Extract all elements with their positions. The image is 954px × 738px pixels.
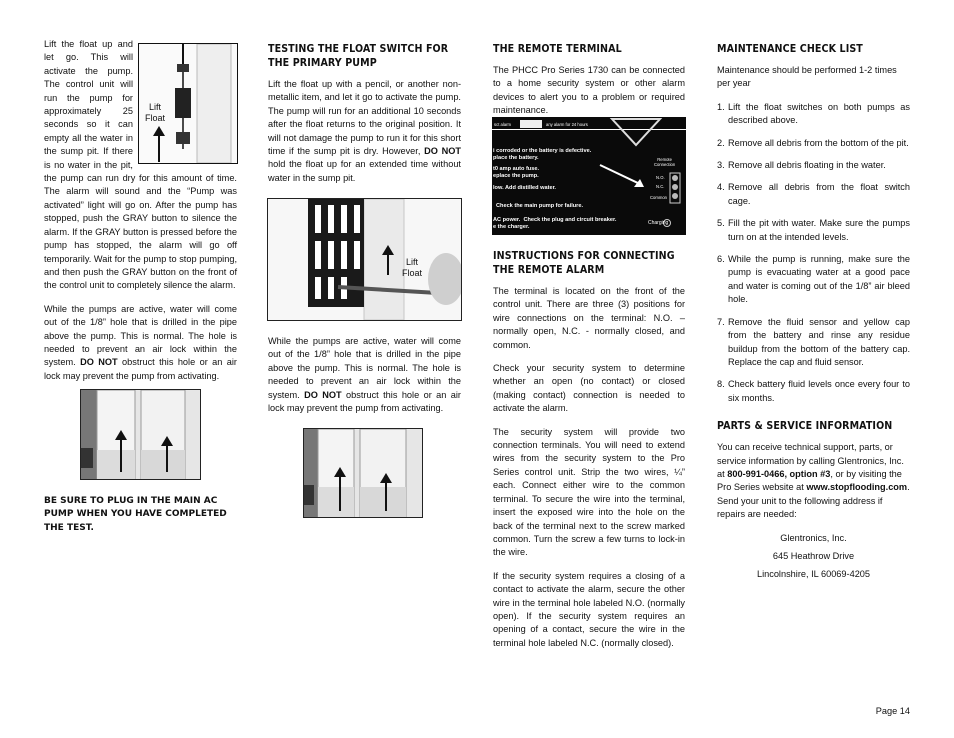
pump-illustration — [81, 390, 200, 479]
panel-row-4: low. Add distilled water. — [493, 185, 556, 191]
remote-terminal-paragraph: The PHCC Pro Series 1730 can be connected to a home security system or other alarm devices to alert you to a problem or required maintenance. — [493, 65, 685, 116]
check-security-paragraph: Check your security system to determine whether an open (no contact) or closed (making contact) connection is needed to activate the alarm. — [493, 363, 685, 414]
list-item: 4. Remove all debris from the float switch cage. — [717, 182, 910, 206]
nc-label: N.C. — [656, 184, 665, 189]
pump-photo-2 — [303, 428, 423, 518]
air-lock-paragraph-2: While the pumps are active, water will come out of the 1/8” hole that is drilled in the pipe above the pump. This is normal. The hole is needed to prevent an air lock within the system. DO NOT obstruct this hole or an air lock may prevent the pump from activating. — [268, 336, 461, 414]
lift-float-paragraph: Lift the float up and let go. This will activate the pump. The control unit will run the pump for approximately 25 seconds so it can empty all the water in the sump pit. If there is no water in the pit, the pump can run dry for this amount of time. The alarm will sound and the “Pump was activated” light will go on. After the pump has stopped, push the GRAY button to silence the alarm. If the GRAY button is pressed before the pump has stopped, the alarm will go off temporarily. Wait for the pump to stop pumping, and then push the GRAY button on the front of the control unit to completely silence the alarm. — [44, 39, 237, 291]
list-item: 1. Lift the float switches on both pumps as described above. — [717, 101, 910, 126]
connecting-remote-alarm-heading: INSTRUCTIONS FOR CONNECTING THE REMOTE ALARM — [493, 250, 675, 276]
lift-float-label-1: Lift Float — [145, 102, 166, 123]
float-photo-2 — [267, 198, 462, 321]
testing-paragraph: Lift the float up with a pencil, or another non-metallic item, and let it go to activate the pump. The pump will run for an additional 10 seconds after the float returns to the original position. It will not damage the pump to run it for this short time if the sump pit is dry. However, DO NOT hold the float up for an extended time without water in the sump pit. — [268, 79, 462, 183]
panel-row-2: i corroded or the battery is defective. place the battery. — [493, 148, 592, 161]
panel-row-5: Check the main pump for failure. — [496, 203, 584, 209]
panel-row-1a: sct alarm — [494, 122, 511, 127]
maintenance-checklist-heading: MAINTENANCE CHECK LIST — [717, 43, 863, 55]
list-item: 7. Remove the fluid sensor and yellow cap from the battery and rinse any residue buildup from the bottom of the battery cap. Replace the cap and fluid sensor. — [717, 316, 910, 367]
lift-float-label-2: Lift Float — [402, 257, 423, 278]
support-phone: 800-991-0466, option #3 — [727, 468, 831, 479]
pump-illustration-2 — [304, 429, 422, 517]
list-item: 5. Fill the pit with water. Make sure the pumps turn on at the intended levels. — [717, 218, 910, 242]
website-link[interactable]: www.stopflooding.com — [806, 482, 908, 493]
parts-service-heading: PARTS & SERVICE INFORMATION — [717, 420, 893, 433]
column-3-lower — [493, 245, 685, 660]
list-item: 6. While the pump is running, make sure the pump is evacuating water at a good pace and water is coming out of the 1/8” air bleed hole. — [717, 254, 910, 305]
page-number: Page 14 — [875, 706, 910, 716]
remote-terminal-heading: THE REMOTE TERMINAL — [493, 43, 622, 55]
list-item: 8. Check battery fluid levels once every four to six months. — [717, 379, 910, 403]
no-label: N.O. — [656, 175, 665, 180]
panel-row-1b: any alarm for 24 hours — [546, 122, 588, 127]
control-panel-image — [492, 117, 686, 235]
parts-service-paragraph: You can receive technical support, parts, or service information by calling Glentronics, Inc. at 800-991-0466, option #3, or by visiting the Pro Series website at www.stopflooding.com. Send your unit to the following address if repairs are needed: — [717, 442, 910, 520]
maintenance-list — [717, 101, 910, 405]
column-2 — [268, 38, 461, 195]
float-photo-1 — [138, 43, 238, 164]
address-line-1: Glentronics, Inc. — [780, 532, 847, 543]
air-lock-paragraph: While the pumps are active, water will come out of the 1/8” hole that is drilled in the pipe above the pump. This is normal. The hole is needed to prevent an air lock within the system. DO NOT obstruct this hole or an air lock may prevent the pump from activating. — [44, 303, 237, 381]
column-2-lower — [268, 335, 461, 425]
testing-float-switch-heading: TESTING THE FLOAT SWITCH FOR THE PRIMARY PUMP — [268, 43, 449, 69]
address-line-2: 645 Heathrow Drive — [772, 550, 855, 561]
pump-photo-1 — [80, 389, 201, 480]
list-item: 3. Remove all debris floating in the water. — [717, 160, 886, 171]
column-4 — [717, 38, 910, 582]
charging-label: Charging — [648, 220, 669, 226]
terminal-location-paragraph: The terminal is located on the front of the control unit. There are three (3) positions for wire connections on the terminal: N.O. – normally open, N.C. - normally closed, and common. — [493, 286, 685, 350]
address-block — [717, 532, 910, 582]
plug-in-warning: BE SURE TO PLUG IN THE MAIN AC PUMP WHEN YOU HAVE COMPLETED THE TEST. — [44, 496, 227, 533]
column-3 — [493, 38, 685, 128]
panel-row-6: AC power. Check the plug and circuit breaker. e the charger. — [493, 217, 617, 230]
float-pencil-illustration — [268, 199, 461, 320]
address-line-3: Lincolnshire, IL 60069-4205 — [756, 569, 871, 580]
contact-closing-paragraph: If the security system requires a closing of a contact to activate the alarm, secure the other wire in the terminal hole labeled N.O. (normally open). If the security system requires an opening of a contact, secure the wire in the terminal hole labeled N.C. (normally closed). — [493, 570, 685, 648]
maintenance-intro: Maintenance should be performed 1-2 times per year — [717, 65, 897, 89]
security-terminals-paragraph: The security system will provide two connection terminals. You will need to extend wires from the security system to the Pro Series control unit. Strip the two wires, ¼” each. Connect either wire to the common terminal. To secure the wire into the terminal, insert the exposed wire into the hole on the back of the terminal next to the screw marked common. Turn the screw a few turns to lock-in the wire. — [493, 426, 685, 558]
common-label: Common — [650, 195, 667, 200]
list-item: 2. Remove all debris from the bottom of the pit. — [717, 137, 909, 148]
remote-connection-label: Remote Connection — [654, 157, 676, 167]
panel-row-3: t0 amp auto fuse. eplace the pump. — [493, 166, 540, 179]
